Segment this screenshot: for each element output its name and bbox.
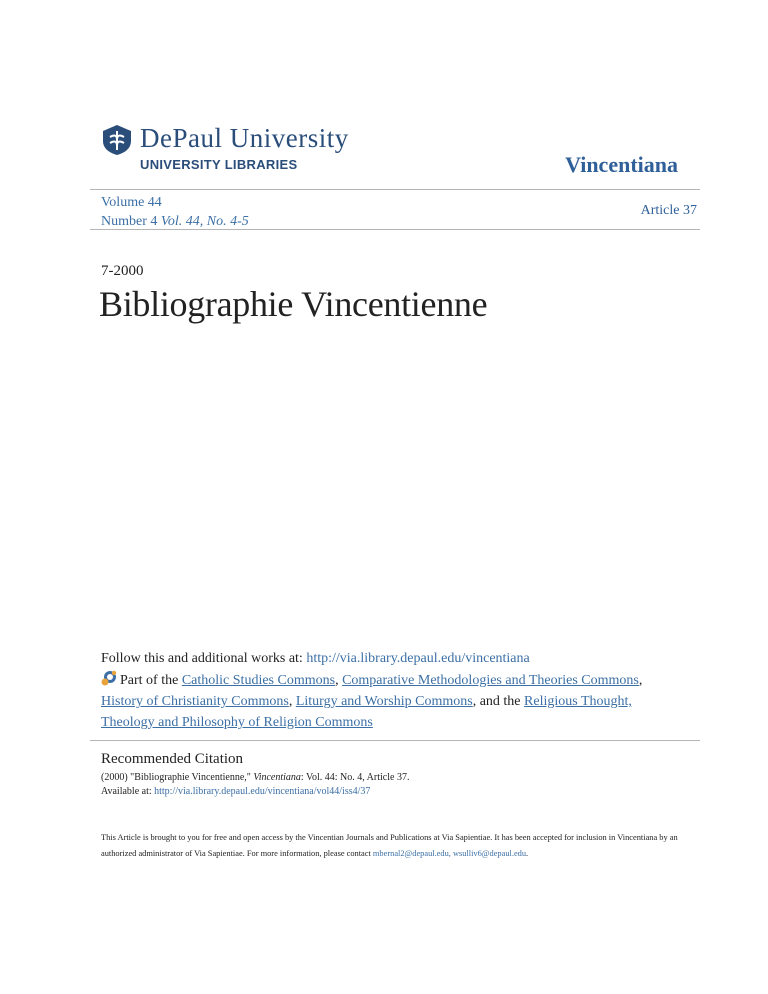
volume-divider: [90, 229, 700, 230]
part-of-commons: [101, 670, 681, 733]
commons-link-liturgy-and-worship[interactable]: Liturgy and Worship Commons: [295, 694, 473, 709]
follow-line: [101, 651, 530, 667]
depaul-university-logo: [100, 119, 380, 175]
follow-label: Follow this and additional works at:: [101, 651, 303, 666]
access-notice: [101, 830, 701, 862]
commons-link-catholic-studies[interactable]: Catholic Studies Commons: [181, 673, 336, 688]
separator: ,: [638, 673, 643, 688]
separator-and-the: , and the: [472, 694, 525, 709]
follow-url-link[interactable]: http://via.library.depaul.edu/vincentiana: [306, 651, 530, 666]
volume-link[interactable]: Volume 44: [101, 195, 162, 210]
notice-end: .: [526, 849, 529, 858]
logo-name: DePaul University: [140, 123, 349, 153]
citation-divider: [90, 740, 700, 741]
commons-link-comparative-methodologies[interactable]: Comparative Methodologies and Theories Commons: [342, 673, 639, 688]
article-number-link[interactable]: Article 37: [640, 203, 697, 218]
separator: ,: [335, 673, 343, 688]
logo-subtitle: UNIVERSITY LIBRARIES: [140, 157, 298, 172]
number-italic: Vol. 44, No. 4-5: [160, 214, 249, 229]
citation-line1a: (2000) "Bibliographie Vincentienne,": [101, 772, 251, 783]
network-commons-icon: [101, 670, 117, 686]
contact-emails-link[interactable]: mbernal2@depaul.edu, wsulliv6@depaul.edu: [372, 849, 527, 858]
depaul-shield-icon: [100, 123, 134, 157]
commons-link-history-of-christianity[interactable]: History of Christianity Commons: [101, 694, 289, 709]
journal-title-link[interactable]: Vincentiana: [565, 152, 678, 177]
article-title: Bibliographie Vincentienne: [99, 284, 488, 324]
volume-info: [101, 193, 249, 231]
citation-text: [101, 771, 409, 799]
separator: ,: [288, 694, 296, 709]
notice-text: This Article is brought to you for free and open access by the Vincentian Journals and Publications at Via Sapientiae. It has been accepted for inclusion in Vincentiana by an authorized administrator of Via Sapientiae. For more information, please contact: [101, 833, 678, 858]
number-link[interactable]: [101, 214, 249, 229]
citation-url-link[interactable]: http://via.library.depaul.edu/vincentiana/vol44/iss4/37: [154, 786, 371, 797]
citation-journal: Vincentiana: [253, 772, 301, 783]
available-label: Available at:: [101, 786, 152, 797]
part-of-prefix: Part of the: [120, 673, 179, 688]
citation-line1b: : Vol. 44: No. 4, Article 37.: [300, 772, 410, 783]
header-divider: [90, 189, 700, 190]
commons-link-religious-thought[interactable]: Religious Thought, Theology and Philosophy of Religion Commons: [101, 694, 632, 730]
publication-date: 7-2000: [101, 263, 144, 279]
recommended-citation-label: Recommended Citation: [101, 751, 244, 767]
number-prefix: Number 4: [101, 214, 158, 229]
